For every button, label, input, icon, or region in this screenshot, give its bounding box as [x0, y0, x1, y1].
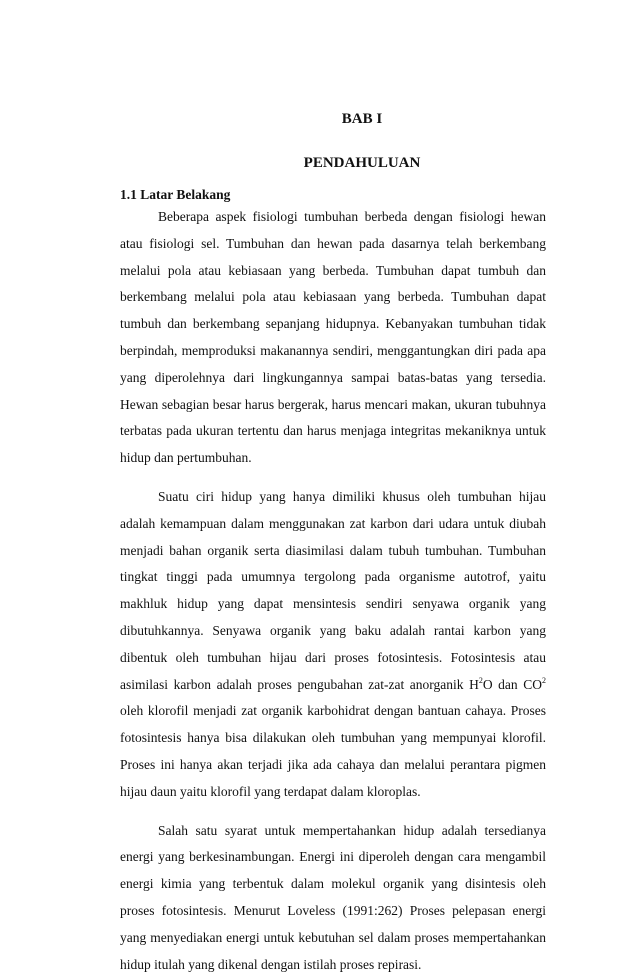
paragraph-2-text-2: O dan CO [482, 676, 542, 692]
subscript-2-co2: 2 [542, 675, 546, 685]
paragraph-2-text-1: Suatu ciri hidup yang hanya dimiliki khusus oleh tumbuhan hijau adalah kemampuan dalam menggunakan zat karbon dari udara untuk diubah menjadi bahan organik serta diasimilasi dalam tubuh tumbuhan. Tumbuhan tingkat tinggi pada umumnya tergolong pada organisme autotrof, yaitu makhluk hidup yang dapat mensintesis sendiri senyawa organik yang dibutuhkannya. Senyawa organik yang baku adalah rantai karbon yang dibentuk oleh tumbuhan hijau dari proses fotosintesis. Fotosintesis atau asimilasi karbon adalah proses pengubahan zat-zat anorganik H [120, 488, 546, 692]
document-body [120, 204, 546, 978]
paragraph-2 [120, 484, 546, 806]
subscript-2-h2o: 2 [478, 675, 483, 685]
paragraph-1: Beberapa aspek fisiologi tumbuhan berbeda dengan fisiologi hewan atau fisiologi sel. Tumbuhan dan hewan pada dasarnya telah berkembang melalui pola atau kebiasaan yang berbeda. Tumbuhan dapat tumbuh dan berkembang melalui pola atau kebiasaan yang berbeda. Tumbuhan dapat tumbuh dan berkembang sepanjang hidupnya. Kebanyakan tumbuhan tidak berpindah, memproduksi makanannya sendiri, menggantungkan diri pada apa yang diperolehnya dari lingkungannya sampai batas-batas yang tersedia. Hewan sebagian besar harus bergerak, harus mencari makan, ukuran tubuhnya terbatas pada ukuran tertentu dan harus menjaga integritas mekaniknya untuk hidup dan pertumbuhan. [120, 209, 546, 466]
section-heading: 1.1 Latar Belakang [120, 187, 231, 202]
chapter-title: PENDAHULUAN [303, 155, 421, 171]
paragraph-2-text-3: oleh klorofil menjadi zat organik karbohidrat dengan bantuan cahaya. Proses fotosintesis hanya bisa dilakukan oleh tumbuhan yang mempunyai klorofil. Proses ini hanya akan terjadi jika ada cahaya dan melalui perantara pigmen hijau daun yaitu klorofil yang terdapat dalam kloroplas. [120, 703, 546, 799]
chapter-number: BAB I [341, 111, 383, 127]
paragraph-3: Salah satu syarat untuk mempertahankan hidup adalah tersedianya energi yang berkesinambungan. Energi ini diperoleh dengan cara mengambil energi kimia yang terbentuk dalam molekul organik yang disintesis oleh proses fotosintesis. Menurut Loveless (1991:262) Proses pelepasan energi yang menyediakan energi untuk kebutuhan sel dalam proses mempertahankan hidup itulah yang dikenal dengan istilah proses repirasi. [120, 822, 546, 972]
